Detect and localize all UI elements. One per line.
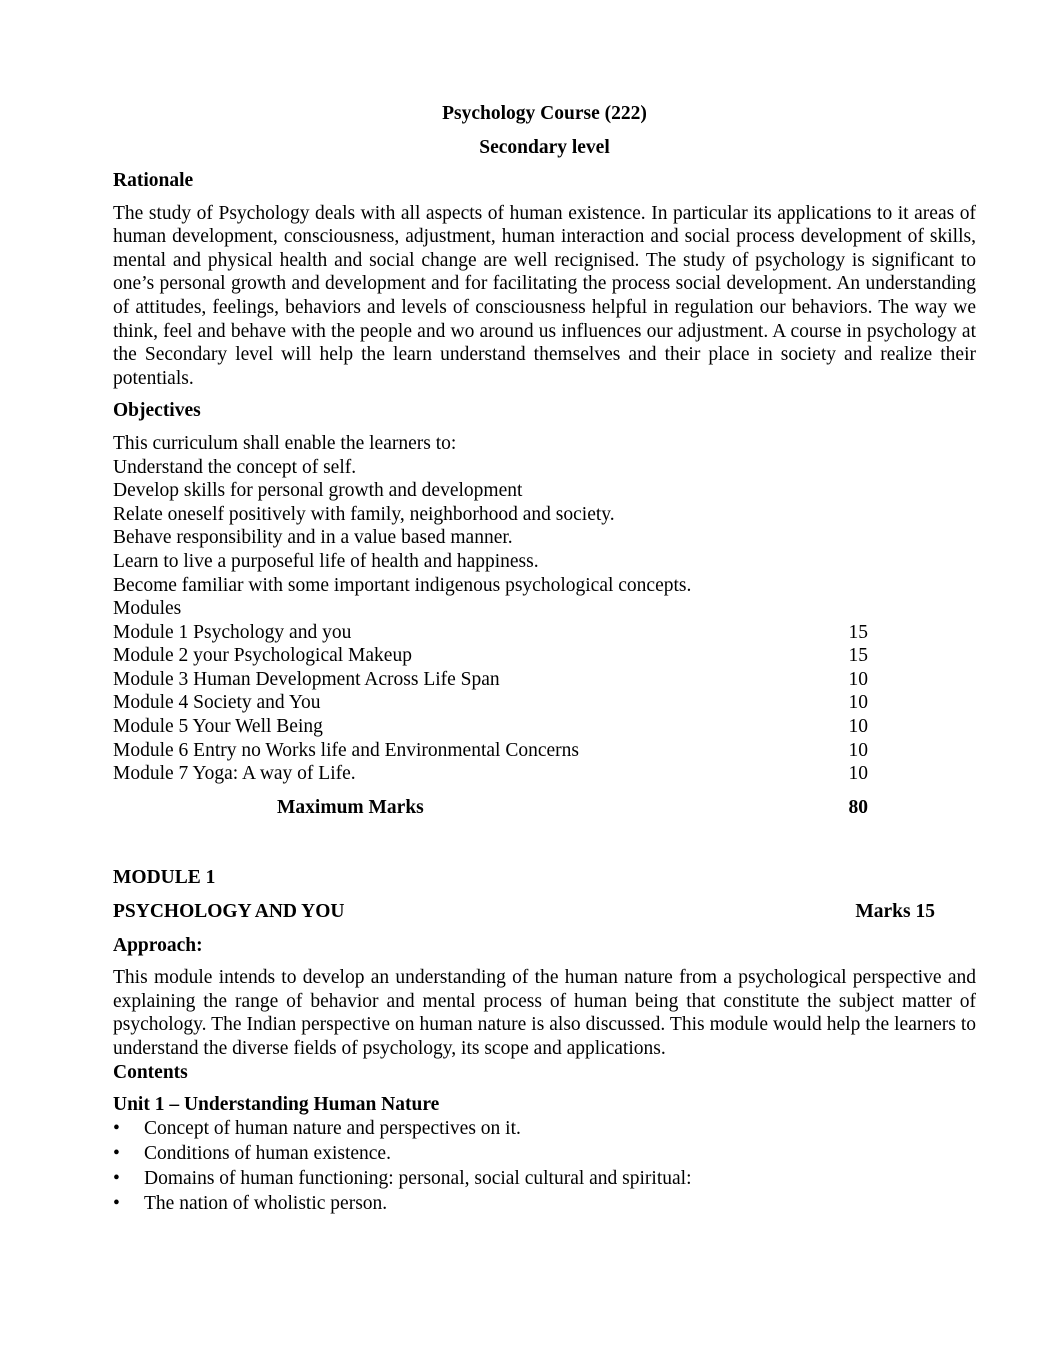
modules-list <box>113 621 976 820</box>
module1-title-row <box>113 900 935 924</box>
objectives-line: This curriculum shall enable the learners to: <box>113 432 457 454</box>
objectives-line: Relate oneself positively with family, neighborhood and society. <box>113 503 615 525</box>
module-row <box>113 762 868 786</box>
module-marks: 10 <box>848 692 868 714</box>
list-item <box>113 1167 976 1191</box>
module-label: Module 3 Human Development Across Life Span <box>113 668 500 690</box>
module1-title: PSYCHOLOGY AND YOU <box>113 901 345 923</box>
unit1-heading: Unit 1 – Understanding Human Nature <box>113 1094 440 1116</box>
module-marks: 15 <box>848 621 868 643</box>
maximum-marks-row <box>113 796 868 820</box>
contents-heading: Contents <box>113 1061 188 1083</box>
bullet-icon: • <box>113 1193 120 1215</box>
module-row <box>113 691 868 715</box>
module-row <box>113 715 868 739</box>
objectives-line: Understand the concept of self. <box>113 456 357 478</box>
module-label: Module 2 your Psychological Makeup <box>113 645 412 667</box>
list-item-text: Conditions of human existence. <box>144 1142 391 1164</box>
bullet-icon: • <box>113 1167 120 1189</box>
list-item-text: Concept of human nature and perspectives on it. <box>144 1117 521 1139</box>
rationale-heading: Rationale <box>113 170 194 191</box>
list-item <box>113 1142 976 1166</box>
module-row <box>113 739 868 763</box>
module-marks: 15 <box>848 645 868 667</box>
bullet-icon: • <box>113 1117 120 1139</box>
objectives-heading: Objectives <box>113 400 201 422</box>
document-page <box>113 102 976 1217</box>
list-item-text: The nation of wholistic person. <box>144 1193 388 1215</box>
module-label: Module 7 Yoga: A way of Life. <box>113 763 356 785</box>
list-item-text: Domains of human functioning: personal, social cultural and spiritual: <box>144 1167 692 1189</box>
objectives-line: Develop skills for personal growth and development <box>113 480 523 502</box>
module-marks: 10 <box>848 668 868 690</box>
module-marks: 10 <box>848 763 868 785</box>
objectives-list <box>113 432 976 597</box>
modules-heading: Modules <box>113 598 182 620</box>
module1-marks: Marks 15 <box>855 901 935 923</box>
module-row <box>113 621 868 645</box>
module-row <box>113 668 868 692</box>
module-label: Module 1 Psychology and you <box>113 621 352 643</box>
list-item <box>113 1117 976 1141</box>
module-row <box>113 644 868 668</box>
objectives-line: Become familiar with some important indigenous psychological concepts. <box>113 574 692 596</box>
module-marks: 10 <box>848 716 868 738</box>
maximum-marks-label: Maximum Marks <box>277 796 424 818</box>
document-subtitle: Secondary level <box>479 137 610 158</box>
document-title: Psychology Course (222) <box>442 103 647 124</box>
bullet-icon: • <box>113 1142 120 1164</box>
objectives-line: Behave responsibility and in a value based manner. <box>113 527 513 549</box>
list-item <box>113 1192 976 1216</box>
module-marks: 10 <box>848 739 868 761</box>
unit1-bullet-list <box>113 1117 976 1216</box>
rationale-paragraph: The study of Psychology deals with all aspects of human existence. In particular its applications to it areas of human development, consciousness, adjustment, human interaction and social process development of skills, mental and physical health and social change are well recignised. The study of psychology is significant to one’s personal growth and development and for facilitating the process social development. An understanding of attitudes, feelings, behaviors and levels of consciousness helpful in regulation our behaviors. The way we think, feel and behave with the people and wo around us influences our adjustment. A course in psychology at the Secondary level will help the learn understand themselves and their place in society and realize their potentials. <box>113 202 976 389</box>
module-label: Module 5 Your Well Being <box>113 716 323 738</box>
objectives-line: Learn to live a purposeful life of health and happiness. <box>113 550 539 572</box>
module-label: Module 4 Society and You <box>113 692 321 714</box>
module1-heading: MODULE 1 <box>113 867 216 889</box>
maximum-marks-value: 80 <box>848 796 868 818</box>
approach-paragraph: This module intends to develop an understanding of the human nature from a psychological perspective and explaining the range of behavior and mental process of human being that constitute the subject matter of psychology. The Indian perspective on human nature is also discussed. This module would help the learners to understand the diverse fields of psychology, its scope and applications. <box>113 967 976 1059</box>
module-label: Module 6 Entry no Works life and Environmental Concerns <box>113 739 579 761</box>
approach-heading: Approach: <box>113 934 203 956</box>
